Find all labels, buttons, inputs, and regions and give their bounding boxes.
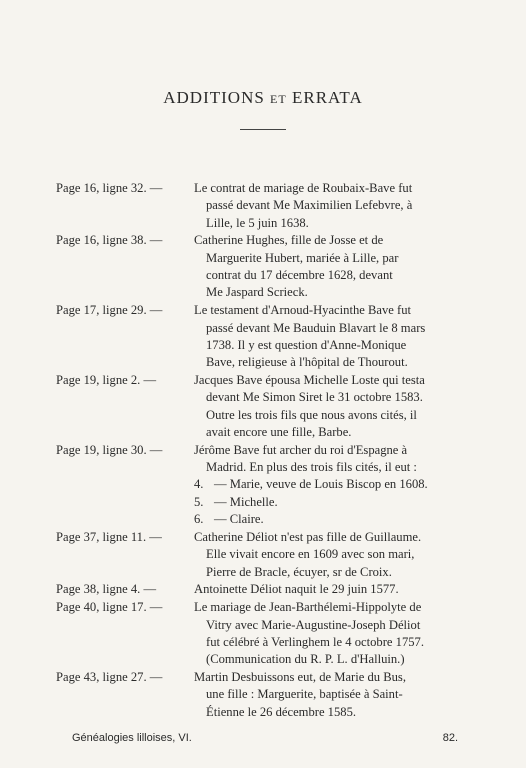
errata-entry: [56, 180, 486, 232]
entry-line: fut célébré à Verlinghem le 4 octobre 1757.: [206, 634, 424, 649]
entry-line: Lille, le 5 juin 1638.: [206, 215, 309, 230]
sub-item: [194, 494, 486, 511]
entry-reference: Page 17, ligne 29. —: [56, 303, 163, 318]
entry-text: [194, 581, 486, 598]
entry-text: [194, 232, 486, 301]
entry-line: Le testament d'Arnoud-Hyacinthe Bave fut: [194, 303, 411, 318]
heading-et: ET: [270, 92, 287, 106]
sub-item-text: — Michelle.: [214, 494, 278, 509]
errata-entry: [56, 372, 486, 441]
sub-item-text: — Claire.: [214, 512, 264, 527]
entry-line: Jacques Bave épousa Michelle Loste qui testa: [194, 373, 425, 388]
errata-entry: [56, 442, 486, 528]
errata-entry: [56, 581, 486, 598]
entry-line: Outre les trois fils que nous avons cités, il: [206, 407, 417, 422]
errata-entry: [56, 232, 486, 301]
entry-line: Catherine Hughes, fille de Josse et de: [194, 233, 384, 248]
entry-line: Pierre de Bracle, écuyer, sr de Croix.: [206, 564, 392, 579]
entry-reference: Page 37, ligne 11. —: [56, 529, 162, 544]
sub-item-text: — Marie, veuve de Louis Biscop en 1608.: [214, 477, 428, 492]
entry-text: [194, 442, 486, 528]
sub-item: [194, 476, 486, 493]
entry-line: Antoinette Déliot naquit le 29 juin 1577.: [194, 582, 399, 597]
entry-reference: Page 40, ligne 17. —: [56, 600, 163, 615]
entry-line: passé devant Me Maximilien Lefebvre, à: [206, 198, 413, 213]
entry-line: Martin Desbuissons eut, de Marie du Bus,: [194, 670, 406, 685]
footer-title: Généalogies lilloises, VI.: [72, 732, 192, 744]
sub-item-number: 5.: [194, 494, 204, 509]
entry-line: Marguerite Hubert, mariée à Lille, par: [206, 250, 399, 265]
sub-item-number: 4.: [194, 477, 204, 492]
entry-line: 1738. Il y est question d'Anne-Monique: [206, 337, 407, 352]
entry-line: Madrid. En plus des trois fils cités, il eut :: [206, 460, 417, 475]
entry-reference: Page 16, ligne 38. —: [56, 233, 163, 248]
entry-text: [194, 302, 486, 371]
sub-item-number: 6.: [194, 512, 204, 527]
entry-line: Elle vivait encore en 1609 avec son mari,: [206, 547, 415, 562]
entry-text: [194, 669, 486, 721]
entry-text: [194, 180, 486, 232]
entry-reference: Page 19, ligne 2. —: [56, 373, 157, 388]
heading-main: ADDITIONS: [163, 88, 265, 107]
page-footer: [72, 732, 458, 744]
entry-text: [194, 599, 486, 668]
errata-entry: [56, 529, 486, 581]
entry-line: passé devant Me Bauduin Blavart le 8 mars: [206, 320, 426, 335]
page-number: 82.: [442, 732, 458, 744]
entry-line: Vitry avec Marie-Augustine-Joseph Déliot: [206, 617, 421, 632]
entry-text: [194, 372, 486, 441]
entry-line: Catherine Déliot n'est pas fille de Guillaume.: [194, 529, 422, 544]
sub-item: [194, 511, 486, 528]
entry-line: Le contrat de mariage de Roubaix-Bave fut: [194, 181, 413, 195]
entry-line: avait encore une fille, Barbe.: [206, 424, 352, 439]
entry-reference: Page 16, ligne 32. —: [56, 181, 163, 195]
errata-entry: [56, 302, 486, 371]
errata-entry: [56, 669, 486, 721]
entry-line: contrat du 17 décembre 1628, devant: [206, 268, 393, 283]
entry-line: Étienne le 26 décembre 1585.: [206, 704, 357, 719]
entry-line: une fille : Marguerite, baptisée à Saint-: [206, 687, 403, 702]
entry-reference: Page 19, ligne 30. —: [56, 442, 163, 457]
page-heading: [0, 88, 526, 108]
entry-text: [194, 529, 486, 581]
heading-tail: ERRATA: [291, 88, 363, 107]
entry-line: (Communication du R. P. L. d'Halluin.): [206, 652, 405, 667]
entry-reference: Page 43, ligne 27. —: [56, 670, 163, 685]
entry-line: Me Jaspard Scrieck.: [206, 285, 308, 300]
heading-rule: [240, 129, 286, 130]
errata-entry: [56, 599, 486, 668]
entry-line: Le mariage de Jean-Barthélemi-Hippolyte de: [194, 600, 422, 615]
entry-line: devant Me Simon Siret le 31 octobre 1583.: [206, 390, 423, 405]
errata-list: [56, 180, 486, 722]
entry-line: Bave, religieuse à l'hôpital de Thourout.: [206, 355, 408, 370]
entry-line: Jérôme Bave fut archer du roi d'Espagne à: [194, 442, 408, 457]
entry-reference: Page 38, ligne 4. —: [56, 582, 157, 597]
